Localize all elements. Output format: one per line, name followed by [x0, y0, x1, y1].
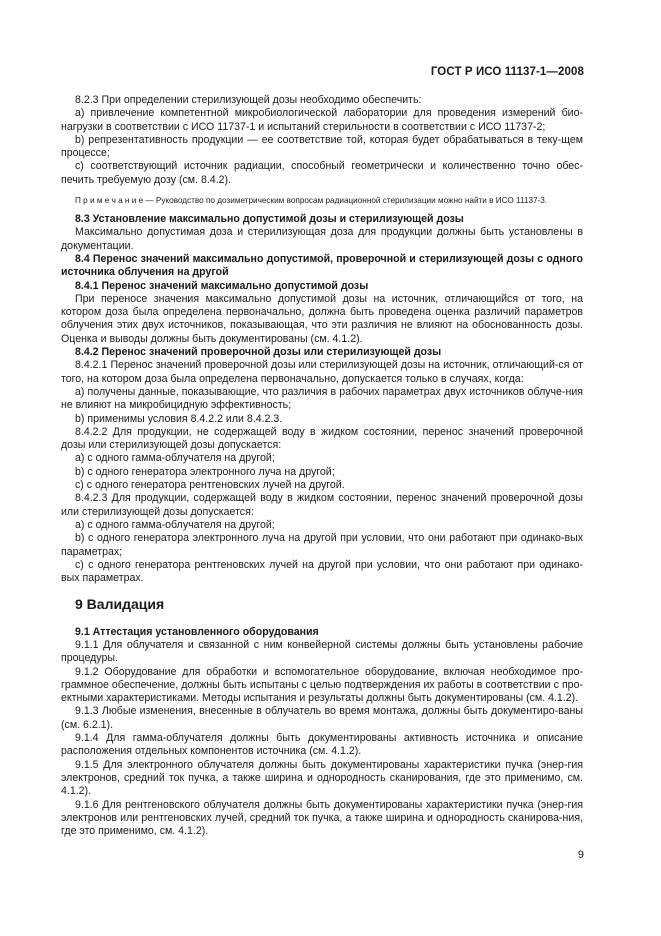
- body-paragraph: а) с одного гамма-облучателя на другой;: [75, 518, 275, 531]
- section-heading: 9 Валидация: [75, 596, 165, 613]
- subsection-heading: 8.4.2 Перенос значений проверочной дозы или стерилизующей дозы: [75, 346, 442, 359]
- body-paragraph: а) получены данные, показывающие, что различия в рабочих параметрах двух источников облуче-ния не влияют на микробицидную эффективность;: [61, 385, 583, 412]
- document-body: [61, 94, 583, 838]
- body-paragraph: 8.2.3 При определении стерилизующей дозы необходимо обеспечить:: [75, 94, 422, 106]
- body-paragraph: 8.4.2.2 Для продукции, не содержащей воду в жидком состоянии, перенос значений проверочной дозы или стерилизующей дозы допускается:: [61, 425, 583, 452]
- body-paragraph: 9.1.2 Оборудование для обработки и вспомогательное оборудование, включая необходимое про-граммное обеспечение, должны быть испытаны с целью подтверждения их работы в соответствии с про-ектными характеристиками. Методы испытания и результаты должны быть документированы (см. 4.1.2).: [61, 665, 583, 705]
- subsection-heading: 9.1 Аттестация установленного оборудования: [75, 625, 319, 638]
- body-paragraph: b) с одного генератора электронного луча на другой при условии, что они работают при одинако-вых параметрах;: [61, 532, 583, 558]
- body-paragraph: а) привлечение компетентной микробиологической лаборатории для проведения измерений био-нагрузки в соответствии с ИСО 11737-1 и испытаний стерильности в соответствии с ИСО 11737-2;: [61, 107, 583, 133]
- body-paragraph: 9.1.6 Для рентгеновского облучателя должны быть документированы характеристики пучка (энер-гия электронов или рентгеновских лучей, средний ток пучка, а также ширина и однородность сканирова-ния, где это применимо, см. 4.1.2).: [61, 798, 583, 838]
- body-paragraph: 9.1.1 Для облучателя и связанной с ним конвейерной системы должны быть установлены рабочие процедуры.: [61, 638, 583, 665]
- body-paragraph: 8.4.2.3 Для продукции, содержащей воду в жидком состоянии, перенос значений проверочной дозы или стерилизующей дозы допускается:: [61, 492, 583, 518]
- body-paragraph: 8.4.2.1 Перенос значений проверочной дозы или стерилизующей дозы на источник, отличающий-ся от того, на котором доза была определена первоначально, допускается только в случаях, когда:: [61, 359, 583, 385]
- body-paragraph: c) с одного генератора рентгеновских лучей на другой при условии, что они работают при одинако-вых параметрах.: [61, 558, 583, 585]
- note-paragraph: П р и м е ч а н и е — Руководство по дозиметрическим вопросам радиационной стерилизации можно найти в ИСО 11137-3.: [75, 196, 548, 206]
- body-paragraph: c) соответствующий источник радиации, способный геометрически и количественно точно обес-печить требуемую дозу (см. 8.4.2).: [61, 160, 583, 186]
- body-paragraph: 9.1.3 Любые изменения, внесенные в облучатель во время монтажа, должны быть документиро-ваны (см. 6.2.1).: [61, 705, 583, 731]
- body-paragraph: c) с одного генератора рентгеновских лучей на другой.: [75, 479, 345, 492]
- body-paragraph: b) применимы условия 8.4.2.2 или 8.4.2.3.: [75, 412, 283, 425]
- subsection-heading: 8.3 Установление максимально допустимой дозы и стерилизующей дозы: [75, 213, 464, 226]
- body-paragraph: При переносе значения максимально допустимой дозы на источник, отличающийся от того, на котором доза была определена первоначально, должна быть проведена оценка различий параметров облучения этих двух источников, показывающая, что эти различия не влияют на обоснованность дозы. Оценка и выводы должны быть документированы (см. 4.1.2).: [61, 292, 583, 345]
- subsection-heading: 8.4.1 Перенос значений максимально допустимой дозы: [75, 279, 369, 292]
- body-paragraph: b) с одного генератора электронного луча на другой;: [75, 465, 335, 478]
- body-paragraph: 9.1.5 Для электронного облучателя должны быть документированы характеристики пучка (энер-гия электронов, средний ток пучка, а также ширина и однородность сканирования, где это применимо, см. 4.1.2).: [61, 758, 583, 798]
- page-number: 9: [577, 849, 584, 861]
- document-header: ГОСТ Р ИСО 11137-1—2008: [430, 66, 584, 78]
- body-paragraph: а) с одного гамма-облучателя на другой;: [75, 452, 275, 465]
- body-paragraph: 9.1.4 Для гамма-облучателя должны быть документированы активность источника и описание расположения отдельных компонентов источника (см. 4.1.2).: [61, 732, 583, 758]
- body-paragraph: Максимально допустимая доза и стерилизующая доза для продукции должны быть установлены в документации.: [61, 226, 583, 252]
- body-paragraph: b) репрезентативность продукции — ее соответствие той, которая будет обрабатываться в теку-щем процессе;: [61, 133, 583, 160]
- subsection-heading: 8.4 Перенос значений максимально допустимой, проверочной и стерилизующей дозы с одного источника облучения на другой: [61, 252, 583, 279]
